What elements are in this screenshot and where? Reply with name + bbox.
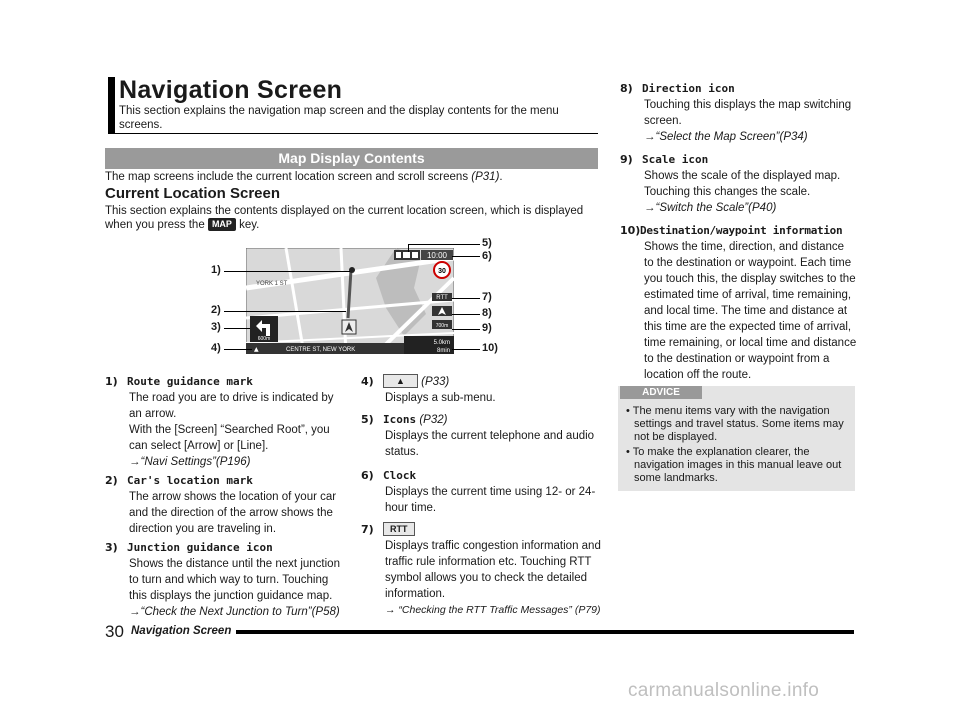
advice-label: ADVICE: [620, 386, 702, 399]
item-direction-icon: 8) Direction icon Touching this displays the map switching screen. →“Select the Map Screen”(P34): [620, 81, 860, 145]
item-car-location-mark: 2) Car's location mark The arrow shows the location of your car and the direction of the arrow shows the direction you are traveling in.: [105, 474, 337, 535]
section-desc: The map screens include the current location screen and scroll screens (P31).: [105, 171, 503, 183]
footer-title: Navigation Screen: [131, 625, 232, 637]
watermark: carmanualsonline.info: [628, 680, 820, 701]
page-intro: This section explains the navigation map screen and the display contents for the menu screens.: [119, 105, 559, 131]
item-sub-menu: 4) ▲ (P33) Displays a sub-menu.: [361, 375, 496, 404]
subsection-title: Current Location Screen: [105, 185, 281, 202]
item-clock: 6) Clock Displays the current time using 12- or 24- hour time.: [361, 469, 596, 514]
xref: →“Select the Map Screen”(P34): [644, 131, 808, 143]
callout-10: 10): [482, 342, 498, 354]
sub-menu-button-tag: ▲: [383, 374, 418, 388]
page-number: 30: [105, 622, 124, 641]
heading-bar: [108, 77, 115, 133]
advice-item: • To make the explanation clearer, the navigation images in this manual leave out some landmarks.: [626, 446, 842, 484]
page-title: Navigation Screen: [119, 76, 343, 104]
advice-list: [624, 405, 850, 487]
callout-7: 7): [482, 291, 492, 303]
item-junction-guidance-icon: 3) Junction guidance icon Shows the distance until the next junction to turn and which way to turn. Touching this displays the junction guidance map. →“Check the Next Junction to Turn”(P58): [105, 540, 345, 620]
title-rule: [108, 133, 598, 134]
map-key-badge: MAP: [208, 218, 236, 231]
callout-9: 9): [482, 322, 492, 334]
callout-2: 2): [211, 304, 221, 316]
svg-text:30: 30: [438, 268, 446, 275]
svg-text:600m: 600m: [257, 336, 271, 342]
callout-4: 4): [211, 342, 221, 354]
svg-text:8min: 8min: [436, 348, 450, 354]
svg-text:700m: 700m: [435, 323, 449, 329]
footer-rule: [236, 630, 854, 634]
xref: →“Navi Settings”(P196): [129, 456, 251, 468]
rtt-button-tag: RTT: [383, 522, 415, 536]
callout-5: 5): [482, 237, 492, 249]
section-desc-ref: (P31): [471, 171, 500, 183]
subsection-desc: This section explains the contents displayed on the current location screen, which is displayed when you press the MAP key.: [105, 205, 584, 231]
map-street-label: YORK 1 ST: [256, 281, 288, 287]
svg-text:10:00: 10:00: [426, 251, 448, 260]
map-screen-figure: [246, 248, 454, 354]
xref: → “Checking the RTT Traffic Messages” (P79): [385, 604, 601, 616]
item-icons: 5) Icons (P32) Displays the current telephone and audio status.: [361, 413, 595, 458]
callout-1: 1): [211, 264, 221, 276]
callout-3: 3): [211, 321, 221, 333]
section-title: Map Display Contents: [105, 148, 598, 169]
callout-8: 8): [482, 307, 492, 319]
svg-text:5.0km: 5.0km: [433, 340, 450, 346]
item-route-guidance-mark: 1) Route guidance mark The road you are to drive is indicated by an arrow. With the [Screen] “Searched Root”, you can select [Arrow] or [Line]. →“Navi Settings”(P196): [105, 374, 345, 470]
item-rtt: 7) RTT Displays traffic congestion information and traffic rule information etc. Touching RTT symbol allows you to check the detailed information. → “Checking the RTT Traffic Messages” (P79): [361, 522, 606, 618]
item-destination-info: 10)Destination/waypoint information Shows the time, direction, and distance to the destination or waypoint. Each time you touch this, the display switches to the estimated time of arrival, time remaining, and local time. The time and distance at this time are the expected time of arrival, time remaining, or local time and distance to the destination or waypoint from a location off the route.: [620, 224, 857, 381]
sub-menu-icon: ▲: [254, 346, 259, 353]
xref: →“Switch the Scale”(P40): [644, 202, 777, 214]
advice-item: • The menu items vary with the navigation settings and travel status. Some items may not be displayed.: [626, 405, 844, 443]
svg-text:RTT: RTT: [436, 295, 448, 301]
map-street-bar: CENTRE ST, NEW YORK: [286, 347, 356, 353]
item-scale-icon: 9) Scale icon Shows the scale of the displayed map. Touching this changes the scale. →“Switch the Scale”(P40): [620, 152, 860, 216]
callout-6: 6): [482, 250, 492, 262]
xref: →“Check the Next Junction to Turn”(P58): [129, 606, 340, 618]
